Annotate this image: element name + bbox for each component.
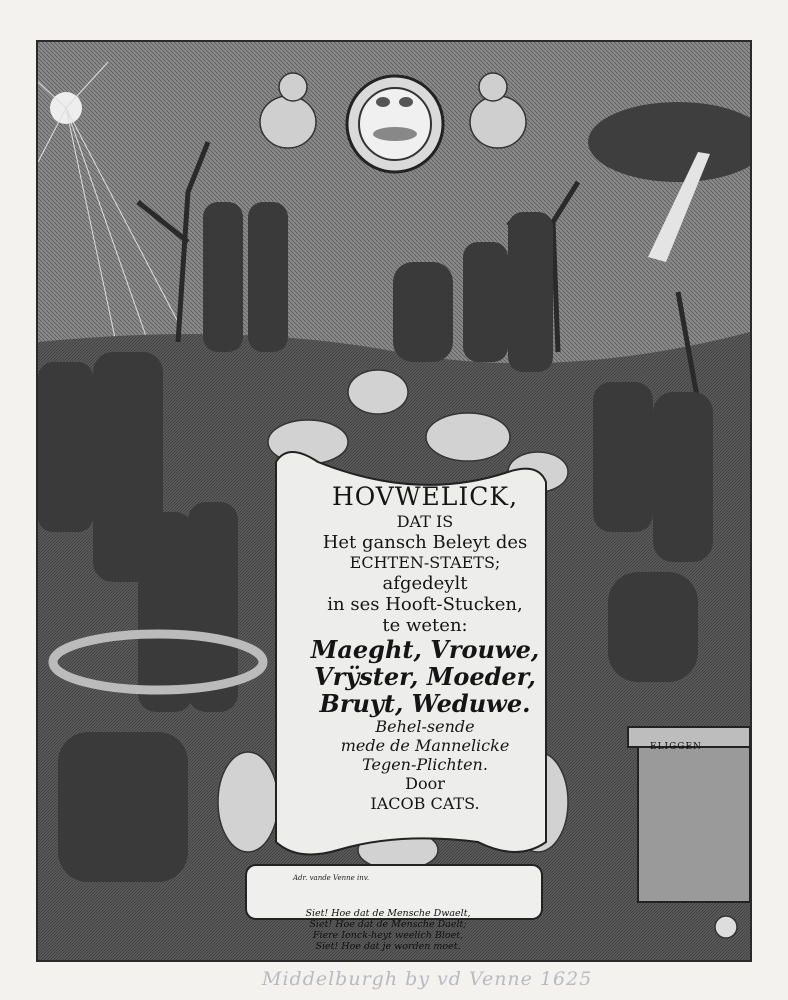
motto-text xyxy=(288,908,488,954)
title-line: DAT IS xyxy=(396,512,454,531)
title-text xyxy=(300,482,550,814)
title-line: mede de Mannelicke xyxy=(340,736,510,755)
title-line: ECHTEN-STAETS; xyxy=(349,553,501,572)
author-label: Door xyxy=(405,774,445,793)
artist-signature: Adr. vande Venne inv. xyxy=(293,874,370,882)
title-line: Maeght, Vrouwe, xyxy=(310,635,540,664)
title-line: in ses Hooft-Stucken, xyxy=(327,594,523,615)
title-line: te weten: xyxy=(382,615,468,636)
title-line: Vrÿster, Moeder, xyxy=(314,662,536,691)
title-line: Bruyt, Weduwe. xyxy=(319,689,531,718)
title-line: afgedeylt xyxy=(382,573,468,594)
motto-line: Siet! Hoe dat de Mensche Dwaelt, xyxy=(305,908,471,919)
skull-icon xyxy=(715,916,737,938)
title-line: Tegen-Plichten. xyxy=(362,755,488,774)
tomb-label: ELIGGEN xyxy=(650,742,702,752)
tomb xyxy=(628,727,750,902)
title-line: Behel-sende xyxy=(375,717,475,736)
motto-line: Fiere Ionck-heyt weelich Bloet, xyxy=(312,930,464,941)
handwritten-note: Middelburgh by vd Venne 1625 xyxy=(262,968,593,990)
motto-line: Siet! Hoe dat de Mensche Daelt; xyxy=(309,919,467,930)
title-line: Het gansch Beleyt des xyxy=(322,532,528,553)
engraving-plate xyxy=(36,40,752,962)
book-title: HOVWELICK, xyxy=(331,482,519,511)
clasped-hands-medallion xyxy=(347,76,443,172)
author-name: IACOB CATS. xyxy=(370,794,480,813)
motto-line: Siet! Hoe dat je worden moet. xyxy=(315,941,461,952)
